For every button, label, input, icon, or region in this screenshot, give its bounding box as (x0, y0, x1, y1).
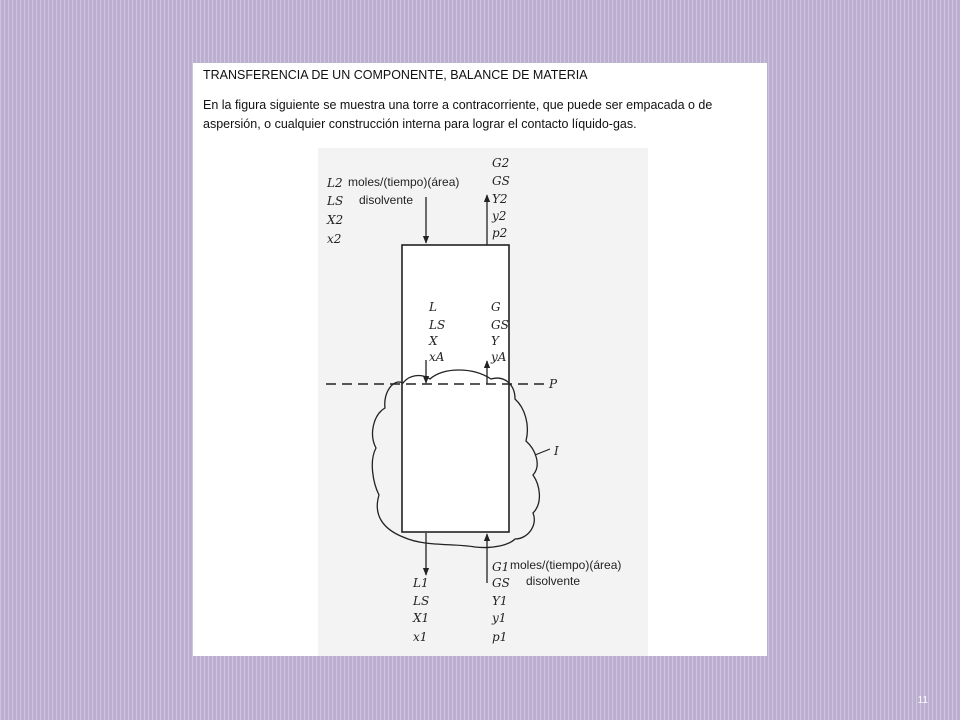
slide-page-number: 11 (917, 695, 928, 706)
symbol-yA: yA (491, 350, 507, 364)
tower-column (402, 245, 509, 532)
symbol-X: X (429, 334, 438, 348)
top-solvent-label: disolvente (359, 193, 414, 207)
envelope-i-label: I (554, 444, 559, 458)
symbol-x2-lower: x2 (327, 232, 342, 246)
symbol-G1: G1 (492, 560, 510, 574)
symbol-y2-lower: y2 (492, 209, 507, 223)
symbol-Y1: Y1 (492, 594, 508, 608)
symbol-L: L (429, 300, 437, 314)
plane-p-label: P (549, 377, 558, 391)
symbol-G: G (491, 300, 501, 314)
symbol-Y: Y (491, 334, 499, 348)
symbol-GS-bottom: GS (492, 576, 510, 590)
symbol-GS-mid: GS (491, 318, 509, 332)
top-units-label: moles/(tiempo)(área) (348, 175, 460, 189)
symbol-Y2: Y2 (492, 192, 508, 206)
symbol-y1-lower: y1 (492, 611, 507, 625)
symbol-x1-lower: x1 (413, 630, 428, 644)
symbol-LS-mid: LS (429, 318, 446, 332)
symbol-p1: p1 (492, 630, 508, 644)
symbol-G2: G2 (492, 156, 510, 170)
slide-title: TRANSFERENCIA DE UN COMPONENTE, BALANCE DE MATERIA (203, 68, 588, 82)
symbol-LS-bottom: LS (413, 594, 430, 608)
slide-description: En la figura siguiente se muestra una torre a contracorriente, que puede ser empacada o de aspersión, o cualquier construcción interna para lograr el contacto líquido-gas. (203, 98, 713, 131)
symbol-p2: p2 (492, 226, 508, 240)
symbol-X1: X1 (413, 611, 430, 625)
symbol-GS-top: GS (492, 174, 510, 188)
tower-diagram (193, 63, 767, 656)
symbol-X2: X2 (327, 213, 344, 227)
bottom-solvent-label: disolvente (526, 574, 581, 588)
slide-content-card (193, 63, 767, 656)
symbol-L1: L1 (413, 576, 429, 590)
symbol-L2: L2 (327, 176, 343, 190)
symbol-xA: xA (429, 350, 445, 364)
symbol-LS-top: LS (327, 194, 344, 208)
bottom-units-label: moles/(tiempo)(área) (510, 558, 622, 572)
